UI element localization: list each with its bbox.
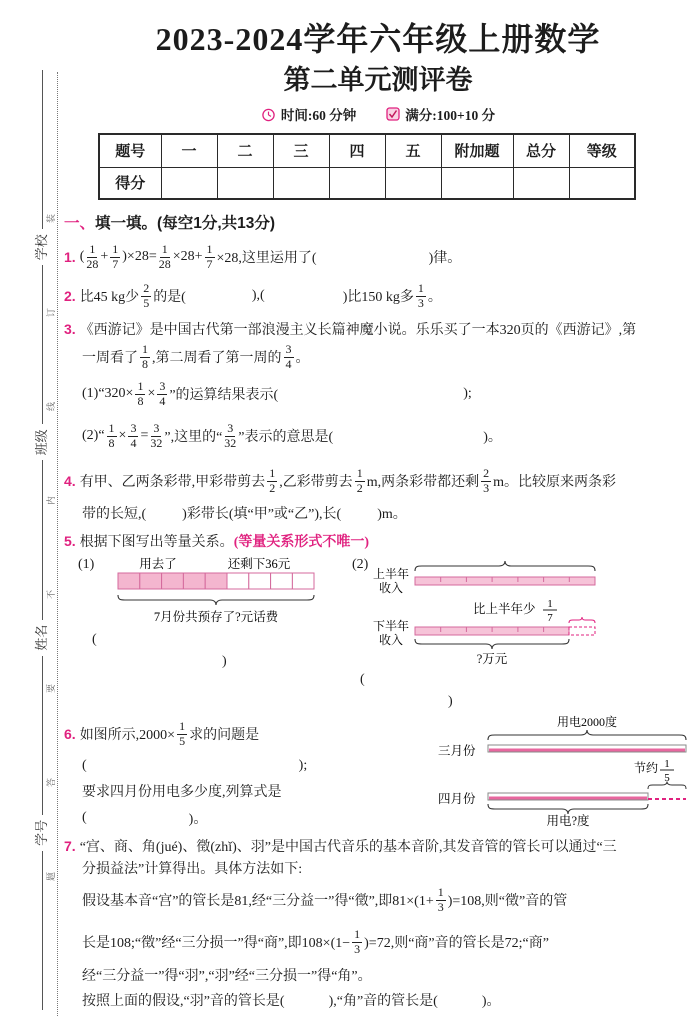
question-number: 4. [64, 473, 76, 489]
fraction: $\frac{1}{7}$ [112, 241, 119, 271]
bar-diagram-income [370, 557, 620, 669]
fraction: $\frac{2}{5}$ [143, 280, 150, 310]
student-info-rail [30, 70, 50, 1010]
paper-meta [64, 104, 692, 124]
score-cell [569, 167, 635, 199]
col-header: 题号 [99, 134, 161, 167]
section-title: 填一填。 [95, 215, 158, 232]
score-cell [273, 167, 329, 199]
fraction: $\frac{1}{2}$ [356, 465, 363, 495]
text: ),“角”音的管长是( [328, 994, 438, 1009]
paper-title: 2023-2024学年六年级上册数学 [155, 21, 601, 57]
binding-char: 要 [46, 683, 57, 694]
svg-text:5: 5 [664, 772, 670, 784]
diagram-label: (1) [78, 557, 95, 572]
text: ×28,这里运用了( [216, 251, 317, 266]
text: )律。 [428, 251, 462, 266]
fraction: $\frac{1}{8}$ [142, 341, 148, 371]
answer-close-paren: ); [298, 758, 308, 773]
svg-text:收入: 收入 [379, 633, 404, 647]
text: )×28= [122, 249, 157, 264]
text: 的是( [153, 290, 186, 305]
score-cell [441, 167, 513, 199]
fraction: $\frac{1}{8}$ [137, 378, 144, 408]
text: ),( [251, 288, 265, 303]
fraction: $\frac{1}{5}$ [179, 718, 186, 748]
text: 长是108;“徵”经“三分损一”得“商”,即108×(1− [82, 936, 351, 951]
score-row [99, 167, 635, 199]
answer-open-paren: ( [92, 632, 97, 647]
student-number-label: 学号 [33, 819, 49, 846]
bar-diagram-electricity [436, 715, 690, 827]
question-5 [64, 529, 692, 713]
text: m,两条彩带都还剩 [366, 475, 480, 490]
fraction: $\frac{1}{28}$ [86, 241, 99, 271]
text: (1)“320× [82, 386, 134, 401]
question-4 [64, 461, 692, 525]
question-1 [64, 238, 692, 276]
svg-text:四月份: 四月份 [438, 792, 476, 806]
full-score-label: 满分:100+10 分 [405, 108, 496, 123]
text: )。 [483, 430, 502, 445]
fraction: $\frac{3}{4}$ [285, 341, 292, 371]
fraction: $\frac{1}{7}$ [206, 241, 213, 271]
fraction: $\frac{1}{3}$ [417, 280, 424, 310]
binding-char: 装 [46, 213, 57, 224]
text: ”表示的意思是( [238, 430, 334, 445]
time-label: 时间:60 分钟 [280, 108, 357, 123]
question-3 [64, 318, 692, 458]
score-cell [217, 167, 273, 199]
note: (等量关系形式不唯一) [233, 535, 370, 550]
binding-char: 订 [46, 307, 57, 318]
bar-diagram-phone-money [96, 557, 336, 629]
score-row-label: 得分 [99, 167, 161, 199]
fraction: $\frac{3}{32}$ [224, 420, 237, 450]
fill-line [41, 70, 43, 229]
text: = [140, 428, 149, 443]
fill-line [41, 460, 43, 619]
text: ,第二周看了第一周的 [152, 351, 282, 366]
fraction: $\frac{1}{8}$ [108, 420, 115, 450]
question-7 [64, 835, 692, 1013]
answer-open-paren: ( [82, 758, 87, 773]
question-number: 3. [64, 321, 76, 337]
section-number: 一、 [64, 215, 96, 232]
fraction: $\frac{1}{3}$ [354, 926, 361, 956]
svg-text:比上半年少: 比上半年少 [473, 602, 536, 616]
binding-char: 不 [46, 589, 57, 600]
svg-text:还剩下36元: 还剩下36元 [228, 557, 291, 571]
svg-text:1: 1 [547, 598, 554, 610]
answer-close-paren: ) [222, 654, 227, 669]
text: )彩带长(填“甲”或“乙”),长( [182, 507, 342, 522]
text: “宫、商、角(jué)、徵(zhǐ)、羽”是中国古代音乐的基本音阶,其发音管的管长可以通过“三 [79, 840, 617, 855]
svg-text:7: 7 [547, 612, 554, 624]
text: ,乙彩带剪去 [279, 475, 353, 490]
text: 。 [295, 351, 310, 366]
svg-text:用电?度: 用电?度 [546, 814, 590, 827]
fraction: $\frac{3}{4}$ [159, 378, 166, 408]
text: 要求四月份用电多少度,列算式是 [82, 785, 282, 800]
text: 有甲、乙两条彩带,甲彩带剪去 [79, 475, 266, 490]
fraction: $\frac{1}{2}$ [269, 465, 276, 495]
svg-text:上半年: 上半年 [373, 567, 410, 581]
fill-line [41, 265, 43, 424]
text: 如图所示,2000× [79, 728, 176, 743]
fraction: $\frac{3}{4}$ [130, 420, 137, 450]
fill-line [41, 656, 43, 815]
text: 经“三分益一”得“羽”,“羽”经“三分损一”得“角”。 [82, 969, 372, 984]
binding-dotted-line [57, 72, 58, 1016]
text: 带的长短,( [82, 507, 147, 522]
score-cell [385, 167, 441, 199]
text: 。 [427, 290, 442, 305]
svg-text:下半年: 下半年 [373, 619, 410, 633]
binding-char: 答 [46, 777, 57, 788]
svg-text:用电2000度: 用电2000度 [556, 715, 618, 729]
text: 一周看了 [82, 351, 138, 366]
col-header: 三 [273, 134, 329, 167]
fraction: $\frac{2}{3}$ [483, 465, 490, 495]
class-label: 班级 [33, 429, 49, 456]
col-header: 二 [217, 134, 273, 167]
svg-text:三月份: 三月份 [438, 744, 476, 758]
score-cell [161, 167, 217, 199]
question-number: 1. [64, 249, 76, 265]
text: )=72,则“商”音的管长是72;“商” [364, 936, 549, 951]
diagram-2-block [352, 557, 620, 713]
fill-line [41, 851, 43, 1010]
text: 比45 kg少 [79, 290, 140, 305]
text: m。比较原来两条彩 [493, 475, 616, 490]
clock-icon [261, 107, 276, 122]
col-header: 一 [161, 134, 217, 167]
school-label: 学校 [33, 234, 49, 261]
fraction: $\frac{1}{28}$ [158, 241, 171, 271]
col-header: 总分 [513, 134, 569, 167]
svg-text:收入: 收入 [379, 581, 404, 595]
text: ); [463, 386, 472, 401]
check-icon [386, 107, 400, 121]
col-header: 五 [385, 134, 441, 167]
score-cell [513, 167, 569, 199]
text: 假设基本音“宫”的管长是81,经“三分益一”得“徵”,即81×(1+ [82, 894, 434, 909]
score-cell [329, 167, 385, 199]
col-header: 等级 [569, 134, 635, 167]
answer-open-paren: ( [360, 672, 365, 687]
question-number: 2. [64, 288, 76, 304]
text: )=108,则“徵”音的管 [447, 894, 568, 909]
answer-close-paren: ) [448, 694, 453, 709]
text: ”,这里的“ [164, 430, 223, 445]
binding-char: 内 [46, 495, 57, 506]
diagram-1-block [64, 557, 352, 713]
diagram-label: (2) [352, 557, 369, 572]
binding-char: 题 [46, 871, 57, 882]
svg-text:1: 1 [664, 758, 670, 770]
text: ( [79, 249, 85, 264]
binding-char: 线 [46, 401, 57, 412]
paper-subtitle: 第二单元测评卷 [283, 65, 473, 95]
text: ×28+ [172, 249, 203, 264]
text: )。 [481, 994, 501, 1009]
text: 《西游记》是中国古代第一部浪漫主义长篇神魔小说。乐乐买了一本320页的《西游记》,第 [79, 323, 637, 338]
student-name-label: 姓名 [33, 624, 49, 651]
section-1-heading [64, 211, 692, 233]
fraction: $\frac{1}{3}$ [437, 884, 444, 914]
svg-text:7月份共预存了?元话费: 7月份共预存了?元话费 [154, 610, 279, 624]
svg-text:用去了: 用去了 [139, 557, 178, 571]
text: × [118, 428, 127, 443]
col-header: 四 [329, 134, 385, 167]
text: + [100, 249, 109, 264]
text: 根据下图写出等量关系。 [79, 535, 234, 550]
text: )m。 [377, 507, 407, 522]
question-number: 7. [64, 838, 76, 854]
score-table-header-row [99, 134, 635, 167]
question-number: 6. [64, 726, 76, 742]
text: 分损益法”计算得出。具体方法如下: [82, 862, 303, 877]
fraction: $\frac{3}{32}$ [150, 420, 163, 450]
text: )比150 kg多 [342, 290, 414, 305]
text: 按照上面的假设,“羽”音的管长是( [82, 994, 285, 1009]
score-table [98, 133, 636, 200]
text: ”的运算结果表示( [169, 388, 279, 403]
text: × [147, 386, 156, 401]
question-number: 5. [64, 533, 76, 549]
text: (2)“ [82, 428, 105, 443]
section-note: (每空1分,共13分) [157, 215, 276, 232]
answer-close-paren: )。 [188, 812, 208, 827]
question-6 [64, 715, 692, 833]
question-2 [64, 276, 692, 316]
svg-text:?万元: ?万元 [477, 652, 508, 666]
answer-open-paren: ( [82, 810, 87, 825]
svg-text:节约: 节约 [633, 761, 658, 775]
text: 求的问题是 [189, 728, 260, 743]
col-header: 附加题 [441, 134, 513, 167]
